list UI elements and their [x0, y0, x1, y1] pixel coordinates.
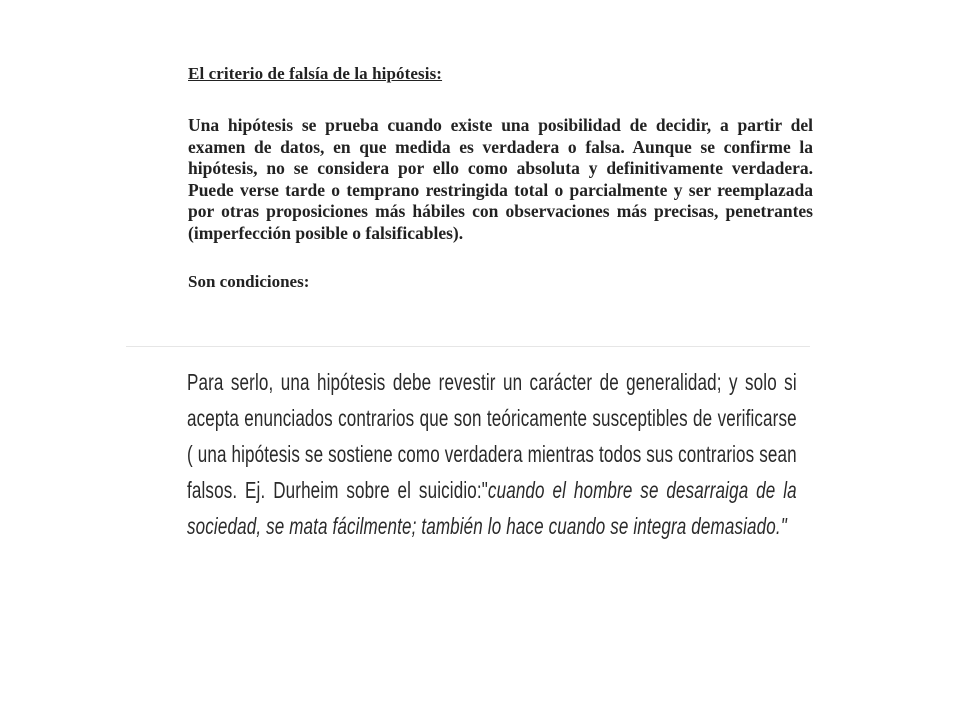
quote-lead-text: Para serlo, una hipótesis debe revestir un carácter de generalidad; y solo si acepta enunciados contrarios que son teóricamente susceptibles de verificarse ( una hipótesis se sostiene como verdadera mientras todos sus contrarios sean falsos. Ej. Durheim sobre el suicidio:"	[187, 369, 797, 503]
upper-text-excerpt	[188, 63, 813, 293]
quote-block	[187, 364, 797, 544]
section-heading: El criterio de falsía de la hipótesis:	[188, 64, 443, 83]
lower-text-excerpt	[187, 364, 797, 544]
excerpt-divider	[126, 346, 810, 347]
hypothesis-paragraph: Una hipótesis se prueba cuando existe una posibilidad de decidir, a partir del examen de datos, en que medida es verdadera o falsa. Aunque se confirme la hipótesis, no se considera por ello como absoluta y definitivamente verdadera. Puede verse tarde o temprano restringida total o parcialmente y ser reemplazada por otras proposiciones más hábiles con observaciones más precisas, penetrantes (imperfección posible o falsificables).	[188, 115, 813, 243]
quote-italic-text: cuando el hombre se desarraiga de la sociedad, se mata fácilmente; también lo hace cuando se integra demasiado."	[187, 477, 797, 539]
conditions-label: Son condiciones:	[188, 271, 310, 291]
